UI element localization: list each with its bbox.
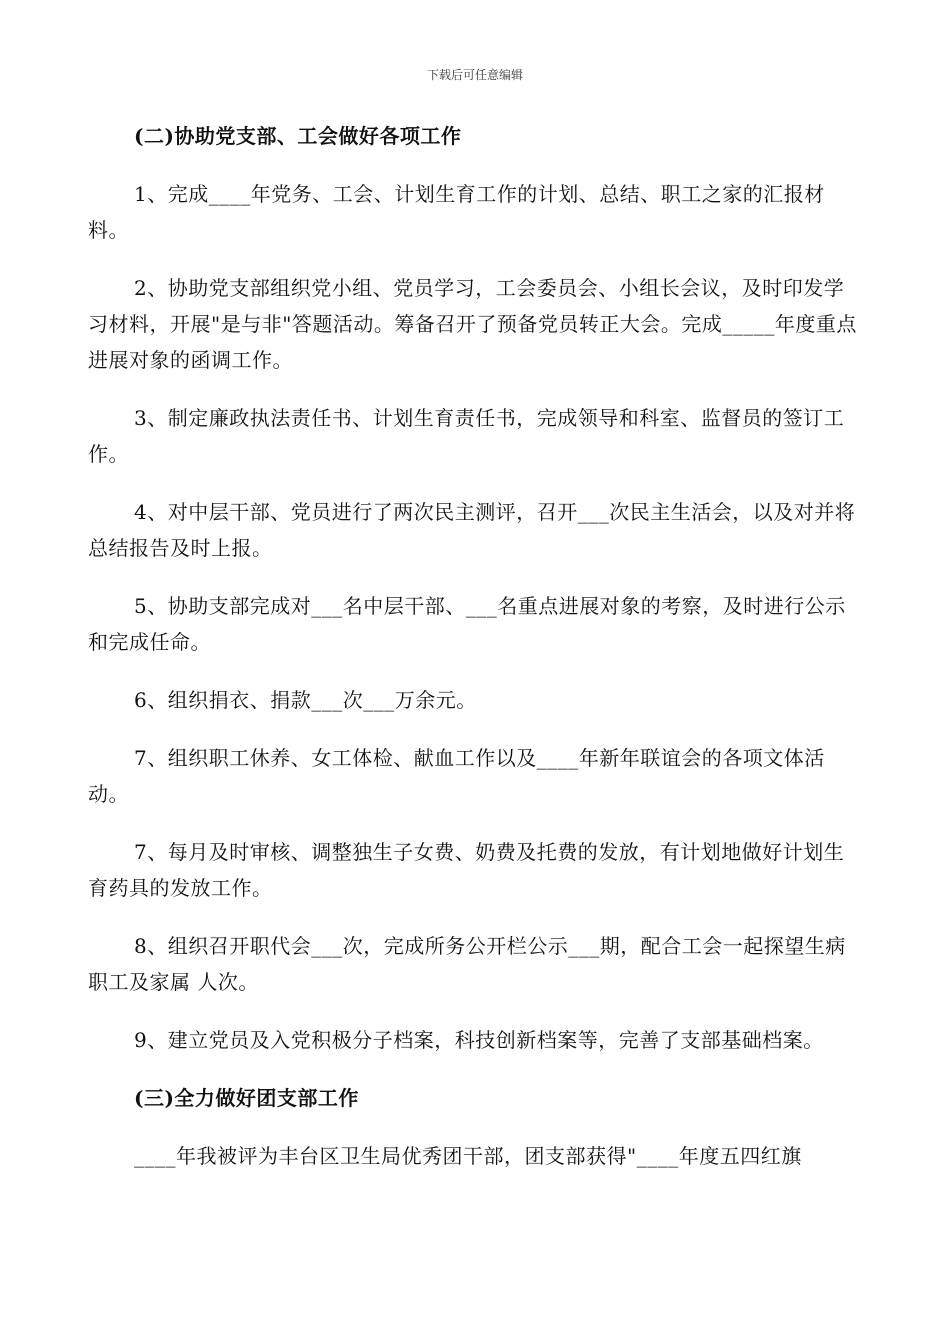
paragraph-item-8: 8、组织召开职代会___次，完成所务公开栏公示___期，配合工会一起探望生病职工及家属 人次。 [88, 934, 846, 994]
document-body [88, 118, 864, 1174]
paragraph-item-2: 2、协助党支部组织党小组、党员学习，工会委员会、小组长会议，及时印发学习材料，开展"是与非"答题活动。筹备召开了预备党员转正大会。完成_____年度重点进展对象的函调工作。 [88, 276, 857, 372]
paragraph-item-7b: 7、每月及时审核、调整独生子女费、奶费及托费的发放，有计划地做好计划生育药具的发放工作。 [88, 840, 845, 900]
paragraph-item-3: 3、制定廉政执法责任书、计划生育责任书，完成领导和科室、监督员的签订工作。 [88, 406, 845, 466]
paragraph-item-7a: 7、组织职工休养、女工体检、献血工作以及____年新年联谊会的各项文体活动。 [88, 746, 825, 806]
paragraph-item-1: 1、完成____年党务、工会、计划生育工作的计划、总结、职工之家的汇报材料。 [88, 182, 825, 242]
paragraph-item-6: 6、组织捐衣、捐款___次___万余元。 [134, 688, 477, 712]
paragraph-item-9: 9、建立党员及入党积极分子档案，科技创新档案等，完善了支部基础档案。 [134, 1028, 824, 1052]
section-heading-3: (三)全力做好团支部工作 [134, 1086, 359, 1110]
paragraph-item-5: 5、协助支部完成对___名中层干部、___名重点进展对象的考察，及时进行公示和完成任命。 [88, 594, 846, 654]
page-header-note: 下载后可任意编辑 [426, 68, 523, 82]
section-heading-2: (二)协助党支部、工会做好各项工作 [134, 124, 462, 148]
paragraph-item-4: 4、对中层干部、党员进行了两次民主测评，召开___次民主生活会，以及对并将总结报告及时上报。 [88, 500, 856, 560]
paragraph-section3-1: ____年我被评为丰台区卫生局优秀团干部，团支部获得"____年度五四红旗 [134, 1144, 802, 1168]
